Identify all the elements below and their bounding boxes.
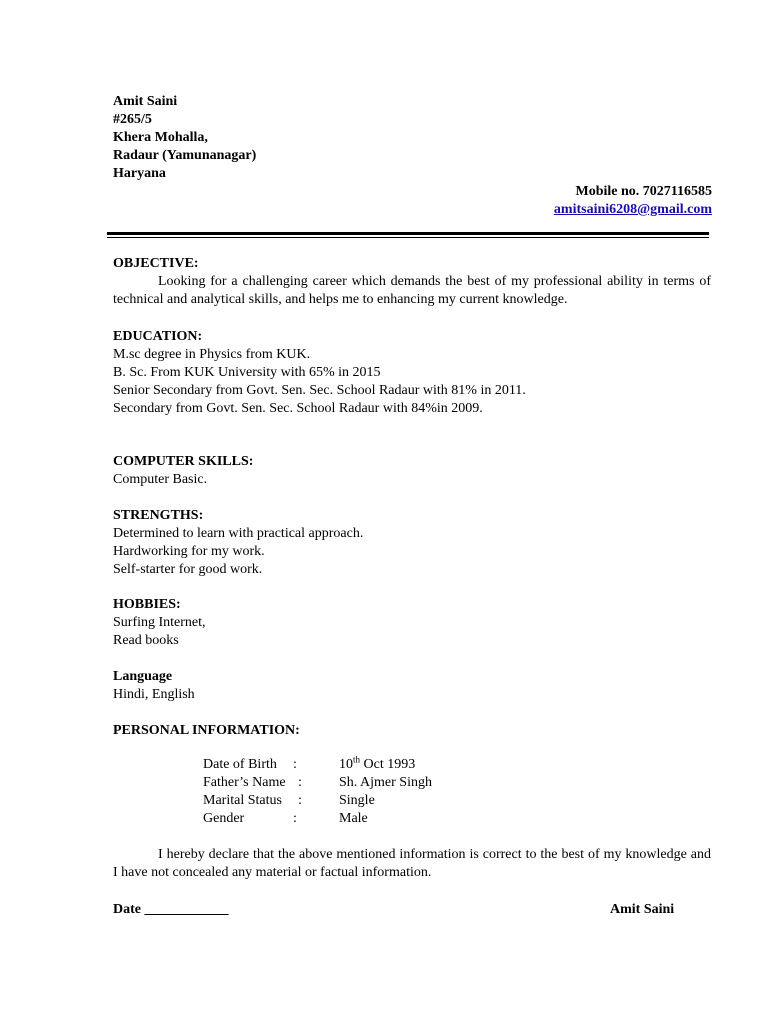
education-item: M.sc degree in Physics from KUK. [113, 347, 311, 362]
declaration-paragraph: I hereby declare that the above mentioned information is correct to the best of my knowledge and I have not concealed any material or factual information. [113, 847, 711, 880]
dob-suffix: th [353, 754, 361, 765]
address-line-3: Radaur (Yamunanagar) [113, 148, 257, 163]
strength-item: Hardworking for my work. [113, 544, 265, 559]
email-link[interactable]: amitsaini6208@gmail.com [553, 202, 712, 217]
personal-info-heading: PERSONAL INFORMATION: [113, 723, 300, 738]
objective-paragraph: Looking for a challenging career which demands the best of my professional ability in terms of technical and analytical skills, and helps me to enhancing my current knowledge. [113, 274, 711, 307]
objective-heading: OBJECTIVE: [113, 256, 199, 271]
gender-value: Male [339, 811, 368, 826]
hobby-item: Read books [113, 633, 179, 648]
computer-skills-heading: COMPUTER SKILLS: [113, 454, 254, 469]
marital-status-label: Marital Status [203, 793, 282, 808]
education-item: B. Sc. From KUK University with 65% in 2015 [113, 365, 381, 380]
header-divider-thin [107, 237, 709, 238]
date-field: Date ____________ [113, 902, 229, 917]
header-divider-thick [107, 232, 709, 235]
dob-day: 10 [339, 757, 353, 772]
dob-colon: : [293, 757, 297, 772]
address-line-4: Haryana [113, 166, 166, 181]
gender-label: Gender [203, 811, 245, 826]
education-item: Secondary from Govt. Sen. Sec. School Radaur with 84%in 2009. [113, 401, 483, 416]
objective-text [113, 273, 711, 309]
father-name-value: Sh. Ajmer Singh [339, 775, 432, 790]
candidate-name: Amit Saini [113, 94, 178, 109]
hobby-item: Surfing Internet, [113, 615, 206, 630]
strength-item: Self-starter for good work. [113, 562, 263, 577]
computer-skill-item: Computer Basic. [113, 472, 208, 487]
education-item: Senior Secondary from Govt. Sen. Sec. School Radaur with 81% in 2011. [113, 383, 526, 398]
declaration-text [113, 846, 711, 882]
strength-item: Determined to learn with practical approach. [113, 526, 364, 541]
education-heading: EDUCATION: [113, 329, 203, 344]
father-name-label: Father’s Name [203, 775, 286, 790]
hobbies-heading: HOBBIES: [113, 597, 181, 612]
mobile-number: Mobile no. 7027116585 [575, 184, 712, 199]
dob-value [339, 756, 415, 774]
strengths-heading: STRENGTHS: [113, 508, 204, 523]
language-heading: Language [113, 669, 173, 684]
language-item: Hindi, English [113, 687, 195, 702]
address-line-1: #265/5 [113, 112, 152, 127]
dob-label: Date of Birth [203, 757, 277, 772]
address-line-2: Khera Mohalla, [113, 130, 208, 145]
marital-status-colon: : [298, 793, 302, 808]
signature-name: Amit Saini [610, 902, 675, 917]
father-name-colon: : [298, 775, 302, 790]
dob-month-year: Oct 1993 [360, 757, 416, 772]
gender-colon: : [293, 811, 297, 826]
marital-status-value: Single [339, 793, 375, 808]
